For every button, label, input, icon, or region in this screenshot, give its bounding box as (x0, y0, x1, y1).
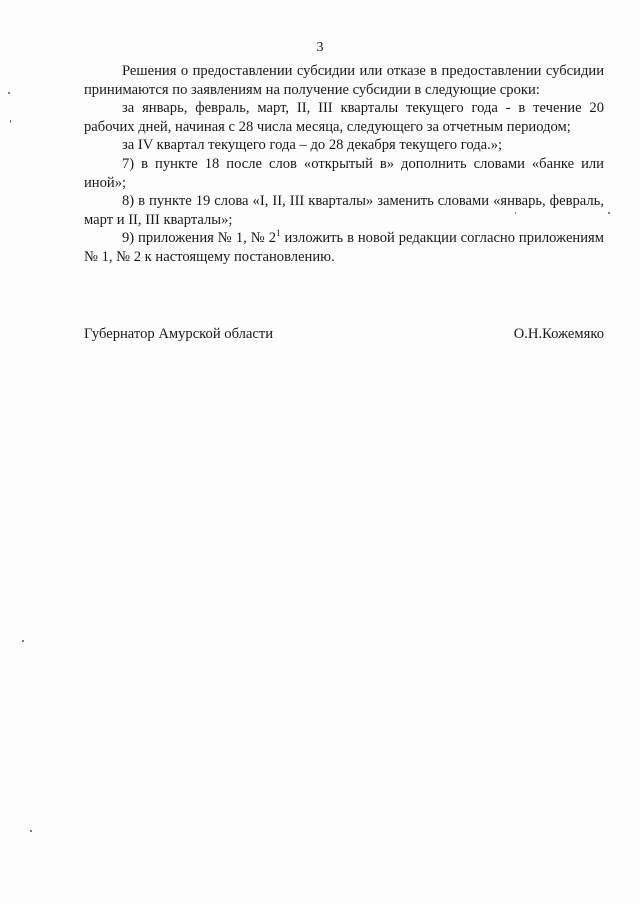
item-9-superscript: 1 (276, 228, 281, 239)
item-9-text-end: изложить в новой редакции согласно приложениям № 1, № 2 к настоящему постановлению. (84, 230, 604, 265)
signatory-position: Губернатор Амурской области (84, 326, 274, 342)
item-9-text-start: 9) приложения № 1, № 2 (122, 230, 277, 247)
paragraph-item-8: 8) в пункте 19 слова «I, II, III кварталы» заменить словами «январь, февраль, март и II, III кварталы»; (84, 193, 604, 228)
paragraph-decision-terms: Решения о предоставлении субсидии или отказе в предоставлении субсидии принимаются по заявлениям на получение субсидии в следующие сроки: (84, 63, 604, 98)
signatory-name: О.Н.Кожемяко (513, 326, 604, 342)
paragraph-q4-deadline: за IV квартал текущего года – до 28 декабря текущего года.»; (122, 137, 503, 154)
scan-speck (30, 830, 32, 832)
scan-speck (608, 212, 610, 214)
paragraph-item-7: 7) в пункте 18 после слов «открытый в» дополнить словами «банке или иной»; (84, 155, 604, 191)
paragraph-quarters-deadline: за январь, февраль, март, II, III кварталы текущего года - в течение 20 рабочих дней, начиная с 28 числа месяца, следующего за отчетным периодом; (84, 100, 604, 135)
scan-speck (8, 92, 10, 94)
signature-block (84, 326, 604, 343)
scan-speck (10, 120, 11, 123)
paragraph-item-9 (84, 229, 604, 266)
document-body (84, 62, 604, 267)
page-number: 3 (316, 40, 324, 55)
scan-speck (22, 640, 24, 642)
scan-speck (515, 212, 516, 214)
